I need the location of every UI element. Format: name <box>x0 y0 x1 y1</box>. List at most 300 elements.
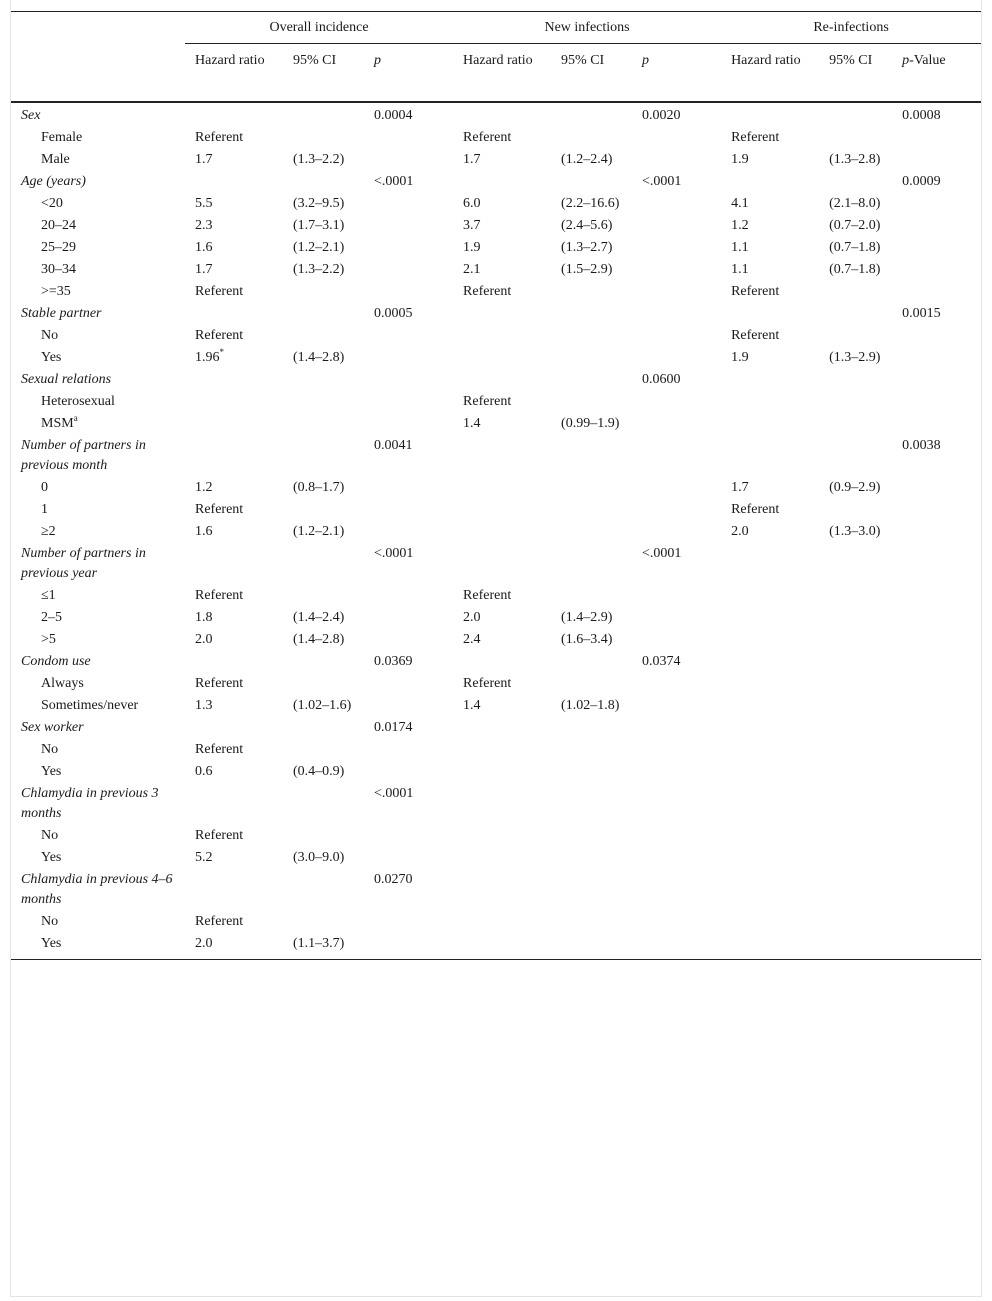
table-cell <box>283 911 364 933</box>
hazard-ratio-table <box>11 11 981 960</box>
cell-value: (1.3–2.2) <box>293 262 345 277</box>
table-cell <box>453 825 551 847</box>
table-row <box>11 585 981 607</box>
table-cell <box>551 585 632 607</box>
table-cell <box>453 477 551 499</box>
row-label <box>11 673 185 695</box>
table-row <box>11 847 981 869</box>
table-cell <box>453 783 551 825</box>
table-cell <box>632 695 721 717</box>
row-label-text: Yes <box>41 936 62 951</box>
cell-value: 0.0038 <box>902 438 941 453</box>
table-cell <box>892 695 981 717</box>
table-cell <box>892 303 981 325</box>
table-cell <box>632 673 721 695</box>
cell-value: (2.1–8.0) <box>829 196 881 211</box>
cell-value: 0.0008 <box>902 108 941 123</box>
table-cell <box>283 717 364 739</box>
table-cell <box>453 521 551 543</box>
table-row <box>11 127 981 149</box>
table-cell <box>721 259 819 281</box>
table-cell <box>364 847 453 869</box>
cell-value: 1.96 <box>195 350 220 365</box>
table-cell <box>364 477 453 499</box>
table-cell <box>551 303 632 325</box>
table-cell <box>551 499 632 521</box>
header-hazard-ratio: Hazard ratio <box>185 44 283 103</box>
table-cell <box>721 215 819 237</box>
cell-value: (2.2–16.6) <box>561 196 620 211</box>
table-cell <box>632 171 721 193</box>
table-cell <box>551 149 632 171</box>
header-group-overall: Overall incidence <box>185 12 453 44</box>
table-cell <box>453 127 551 149</box>
table-cell <box>632 739 721 761</box>
row-label <box>11 933 185 960</box>
row-label <box>11 259 185 281</box>
row-label <box>11 847 185 869</box>
table-cell <box>185 435 283 477</box>
cell-value: 1.9 <box>463 240 481 255</box>
row-label <box>11 521 185 543</box>
cell-value: 2.4 <box>463 632 481 647</box>
header-p-value-rest: -Value <box>909 53 946 68</box>
table-cell <box>453 869 551 911</box>
table-cell <box>364 629 453 651</box>
cell-value: (0.7–2.0) <box>829 218 881 233</box>
table-cell <box>892 717 981 739</box>
table-cell <box>185 695 283 717</box>
table-cell <box>453 761 551 783</box>
table-cell <box>453 607 551 629</box>
row-label-text: ≤1 <box>41 588 56 603</box>
row-label-text: Chlamydia in previous 3 months <box>21 786 159 821</box>
header-p: p <box>632 44 721 103</box>
table-cell <box>453 149 551 171</box>
table-cell <box>551 477 632 499</box>
table-cell <box>721 783 819 825</box>
table-row <box>11 739 981 761</box>
row-label-text: Number of partners in previous year <box>21 546 146 581</box>
table-cell <box>632 911 721 933</box>
cell-value: 1.2 <box>195 480 213 495</box>
table-row <box>11 413 981 435</box>
cell-value: Referent <box>195 502 244 517</box>
section-label <box>11 651 185 673</box>
table-cell <box>892 651 981 673</box>
header-ci: 95% CI <box>819 44 892 103</box>
table-cell <box>551 521 632 543</box>
table-cell <box>721 607 819 629</box>
table-cell <box>632 585 721 607</box>
cell-value: Referent <box>195 828 244 843</box>
cell-value: 1.8 <box>195 610 213 625</box>
table-cell <box>819 215 892 237</box>
table-cell <box>453 847 551 869</box>
row-label <box>11 739 185 761</box>
table-cell <box>551 237 632 259</box>
table-cell <box>283 607 364 629</box>
header-p: p <box>364 44 453 103</box>
table-row <box>11 933 981 960</box>
cell-value: (3.0–9.0) <box>293 850 345 865</box>
table-cell <box>819 281 892 303</box>
table-row <box>11 391 981 413</box>
table-cell <box>721 543 819 585</box>
table-cell <box>632 193 721 215</box>
table-row <box>11 281 981 303</box>
table-cell <box>283 585 364 607</box>
table-cell <box>819 607 892 629</box>
table-cell <box>819 102 892 127</box>
table-cell <box>283 347 364 369</box>
table-cell <box>453 695 551 717</box>
cell-value: (1.3–3.0) <box>829 524 881 539</box>
table-cell <box>632 102 721 127</box>
table-row <box>11 259 981 281</box>
section-label <box>11 435 185 477</box>
row-label-text: Condom use <box>21 654 91 669</box>
table-cell <box>819 825 892 847</box>
row-label <box>11 149 185 171</box>
cell-value: (1.3–2.9) <box>829 350 881 365</box>
table-cell <box>453 303 551 325</box>
table-cell <box>185 237 283 259</box>
cell-value: 5.2 <box>195 850 213 865</box>
table-cell <box>364 281 453 303</box>
row-label-text: 25–29 <box>41 240 76 255</box>
cell-value: (0.7–1.8) <box>829 240 881 255</box>
row-label-text: Sex <box>21 108 41 123</box>
table-cell <box>185 499 283 521</box>
cell-value: 0.0005 <box>374 306 413 321</box>
row-label-text: Stable partner <box>21 306 102 321</box>
header-hazard-ratio: Hazard ratio <box>721 44 819 103</box>
table-cell <box>721 695 819 717</box>
table-cell <box>283 651 364 673</box>
table-cell <box>721 369 819 391</box>
table-cell <box>819 783 892 825</box>
cell-value: Referent <box>195 588 244 603</box>
row-label <box>11 127 185 149</box>
row-label-text: Sometimes/never <box>41 698 139 713</box>
cell-value: Referent <box>731 328 780 343</box>
section-row <box>11 303 981 325</box>
cell-value: 1.6 <box>195 240 213 255</box>
table-cell <box>632 869 721 911</box>
table-cell <box>185 739 283 761</box>
table-row <box>11 149 981 171</box>
cell-value: 0.6 <box>195 764 213 779</box>
table-cell <box>892 102 981 127</box>
cell-value: Referent <box>195 328 244 343</box>
table-cell <box>283 259 364 281</box>
cell-value: (1.4–2.4) <box>293 610 345 625</box>
table-cell <box>185 391 283 413</box>
row-label-text: Yes <box>41 350 62 365</box>
table-cell <box>364 521 453 543</box>
cell-value: 3.7 <box>463 218 481 233</box>
table-cell <box>632 369 721 391</box>
row-label <box>11 325 185 347</box>
table-cell <box>721 237 819 259</box>
cell-value: 0.0015 <box>902 306 941 321</box>
cell-value: Referent <box>731 284 780 299</box>
table-cell <box>364 347 453 369</box>
cell-value: Referent <box>463 394 512 409</box>
table-cell <box>551 369 632 391</box>
table-cell <box>721 391 819 413</box>
table-cell <box>185 521 283 543</box>
table-cell <box>185 215 283 237</box>
table-cell <box>551 259 632 281</box>
cell-value: 0.0374 <box>642 654 681 669</box>
table-cell <box>364 933 453 960</box>
table-cell <box>721 193 819 215</box>
cell-value: 2.0 <box>463 610 481 625</box>
cell-value: 5.5 <box>195 196 213 211</box>
table-cell <box>721 149 819 171</box>
table-cell <box>892 911 981 933</box>
table-cell <box>892 847 981 869</box>
table-cell <box>721 585 819 607</box>
table-cell <box>721 521 819 543</box>
table-cell <box>453 499 551 521</box>
cell-value: (3.2–9.5) <box>293 196 345 211</box>
cell-value: 1.9 <box>731 152 749 167</box>
table-cell <box>819 413 892 435</box>
table-cell <box>892 413 981 435</box>
table-cell <box>819 477 892 499</box>
cell-value: 1.9 <box>731 350 749 365</box>
table-cell <box>364 499 453 521</box>
table-cell <box>185 869 283 911</box>
table-row <box>11 193 981 215</box>
cell-value: (1.6–3.4) <box>561 632 613 647</box>
table-cell <box>283 933 364 960</box>
table-cell <box>551 607 632 629</box>
table-cell <box>819 673 892 695</box>
header-group-reinfections: Re-infections <box>721 12 981 44</box>
table-cell <box>364 911 453 933</box>
table-cell <box>632 435 721 477</box>
table-cell <box>453 673 551 695</box>
row-label-text: No <box>41 828 59 843</box>
table-cell <box>185 281 283 303</box>
table-cell <box>819 695 892 717</box>
header-stub-sub <box>11 44 185 103</box>
table-cell <box>632 477 721 499</box>
cell-value: <.0001 <box>374 174 414 189</box>
cell-value: (2.4–5.6) <box>561 218 613 233</box>
cell-value: 1.6 <box>195 524 213 539</box>
table-cell <box>721 629 819 651</box>
row-label-text: Chlamydia in previous 4–6 months <box>21 872 173 907</box>
cell-value: Referent <box>463 676 512 691</box>
table-cell <box>364 391 453 413</box>
table-cell <box>283 673 364 695</box>
row-label-text: Heterosexual <box>41 394 115 409</box>
row-label <box>11 413 185 435</box>
table-cell <box>632 933 721 960</box>
section-row <box>11 435 981 477</box>
cell-value: (1.5–2.9) <box>561 262 613 277</box>
table-cell <box>551 825 632 847</box>
table-cell <box>283 127 364 149</box>
section-row <box>11 102 981 127</box>
table-row <box>11 347 981 369</box>
cell-value: (1.02–1.8) <box>561 698 620 713</box>
table-cell <box>453 717 551 739</box>
table-cell <box>185 303 283 325</box>
table-cell <box>721 477 819 499</box>
row-label-text: Male <box>41 152 70 167</box>
table-cell <box>892 237 981 259</box>
table-cell <box>453 102 551 127</box>
table-cell <box>453 347 551 369</box>
table-cell <box>185 717 283 739</box>
table-cell <box>632 761 721 783</box>
cell-value: (0.8–1.7) <box>293 480 345 495</box>
cell-value: <.0001 <box>642 546 682 561</box>
table-cell <box>892 783 981 825</box>
section-label <box>11 102 185 127</box>
table-cell <box>721 717 819 739</box>
table-cell <box>453 435 551 477</box>
table-row <box>11 607 981 629</box>
table-cell <box>892 435 981 477</box>
cell-value: <.0001 <box>374 786 414 801</box>
cell-value: 6.0 <box>463 196 481 211</box>
table-cell <box>185 629 283 651</box>
row-label-text: 0 <box>41 480 48 495</box>
cell-value: <.0001 <box>642 174 682 189</box>
row-label-text: 20–24 <box>41 218 76 233</box>
section-row <box>11 171 981 193</box>
table-cell <box>892 127 981 149</box>
table-cell <box>819 761 892 783</box>
table-cell <box>283 303 364 325</box>
section-row <box>11 543 981 585</box>
row-label <box>11 281 185 303</box>
cell-value: (1.1–3.7) <box>293 936 345 951</box>
table-cell <box>819 739 892 761</box>
table-cell <box>453 911 551 933</box>
table-cell <box>364 259 453 281</box>
table-cell <box>721 869 819 911</box>
cell-value: 0.0004 <box>374 108 413 123</box>
table-cell <box>892 193 981 215</box>
table-cell <box>453 193 551 215</box>
table-row <box>11 695 981 717</box>
row-label-text: <20 <box>41 196 63 211</box>
cell-value: 1.7 <box>731 480 749 495</box>
table-row <box>11 215 981 237</box>
table-cell <box>453 325 551 347</box>
table-cell <box>364 127 453 149</box>
table-cell <box>364 651 453 673</box>
table-cell <box>185 193 283 215</box>
section-row <box>11 369 981 391</box>
table-cell <box>453 933 551 960</box>
table-cell <box>892 607 981 629</box>
cell-value: 2.0 <box>195 936 213 951</box>
table-cell <box>892 499 981 521</box>
table-cell <box>185 761 283 783</box>
table-cell <box>819 651 892 673</box>
cell-value: Referent <box>463 130 512 145</box>
table-cell <box>632 499 721 521</box>
table-cell <box>819 435 892 477</box>
cell-value: (1.2–2.4) <box>561 152 613 167</box>
row-label-text: Sex worker <box>21 720 84 735</box>
cell-value: 0.0600 <box>642 372 681 387</box>
table-cell <box>185 149 283 171</box>
table-cell <box>819 193 892 215</box>
table-cell <box>892 673 981 695</box>
table-cell <box>551 911 632 933</box>
cell-value: 0.0369 <box>374 654 413 669</box>
table-cell <box>283 215 364 237</box>
table-cell <box>283 499 364 521</box>
row-label-text: 1 <box>41 502 48 517</box>
table-cell <box>721 825 819 847</box>
table-cell <box>364 149 453 171</box>
table-cell <box>185 413 283 435</box>
table-cell <box>364 325 453 347</box>
table-cell <box>721 739 819 761</box>
row-label <box>11 499 185 521</box>
table-cell <box>453 215 551 237</box>
row-label <box>11 629 185 651</box>
row-label-text: >5 <box>41 632 56 647</box>
table-cell <box>892 869 981 911</box>
cell-value: <.0001 <box>374 546 414 561</box>
table-cell <box>551 325 632 347</box>
table-cell <box>892 825 981 847</box>
table-cell <box>185 171 283 193</box>
table-cell <box>632 347 721 369</box>
table-cell <box>819 499 892 521</box>
table-cell <box>364 237 453 259</box>
table-cell <box>721 171 819 193</box>
table-cell <box>892 739 981 761</box>
cell-value: (0.7–1.8) <box>829 262 881 277</box>
table-cell <box>453 739 551 761</box>
table-cell <box>283 325 364 347</box>
table-cell <box>551 102 632 127</box>
section-label <box>11 543 185 585</box>
table-cell <box>283 695 364 717</box>
cell-value: 0.0041 <box>374 438 413 453</box>
table-cell <box>819 259 892 281</box>
table-cell <box>819 543 892 585</box>
table-cell <box>892 347 981 369</box>
table-cell <box>721 933 819 960</box>
table-cell <box>632 303 721 325</box>
table-cell <box>283 102 364 127</box>
cell-value: Referent <box>463 284 512 299</box>
row-label <box>11 237 185 259</box>
cell-value: 1.4 <box>463 416 481 431</box>
table-cell <box>632 543 721 585</box>
row-label <box>11 825 185 847</box>
table-row <box>11 629 981 651</box>
cell-value: 2.3 <box>195 218 213 233</box>
table-cell <box>892 477 981 499</box>
table-cell <box>364 102 453 127</box>
table-cell <box>892 629 981 651</box>
